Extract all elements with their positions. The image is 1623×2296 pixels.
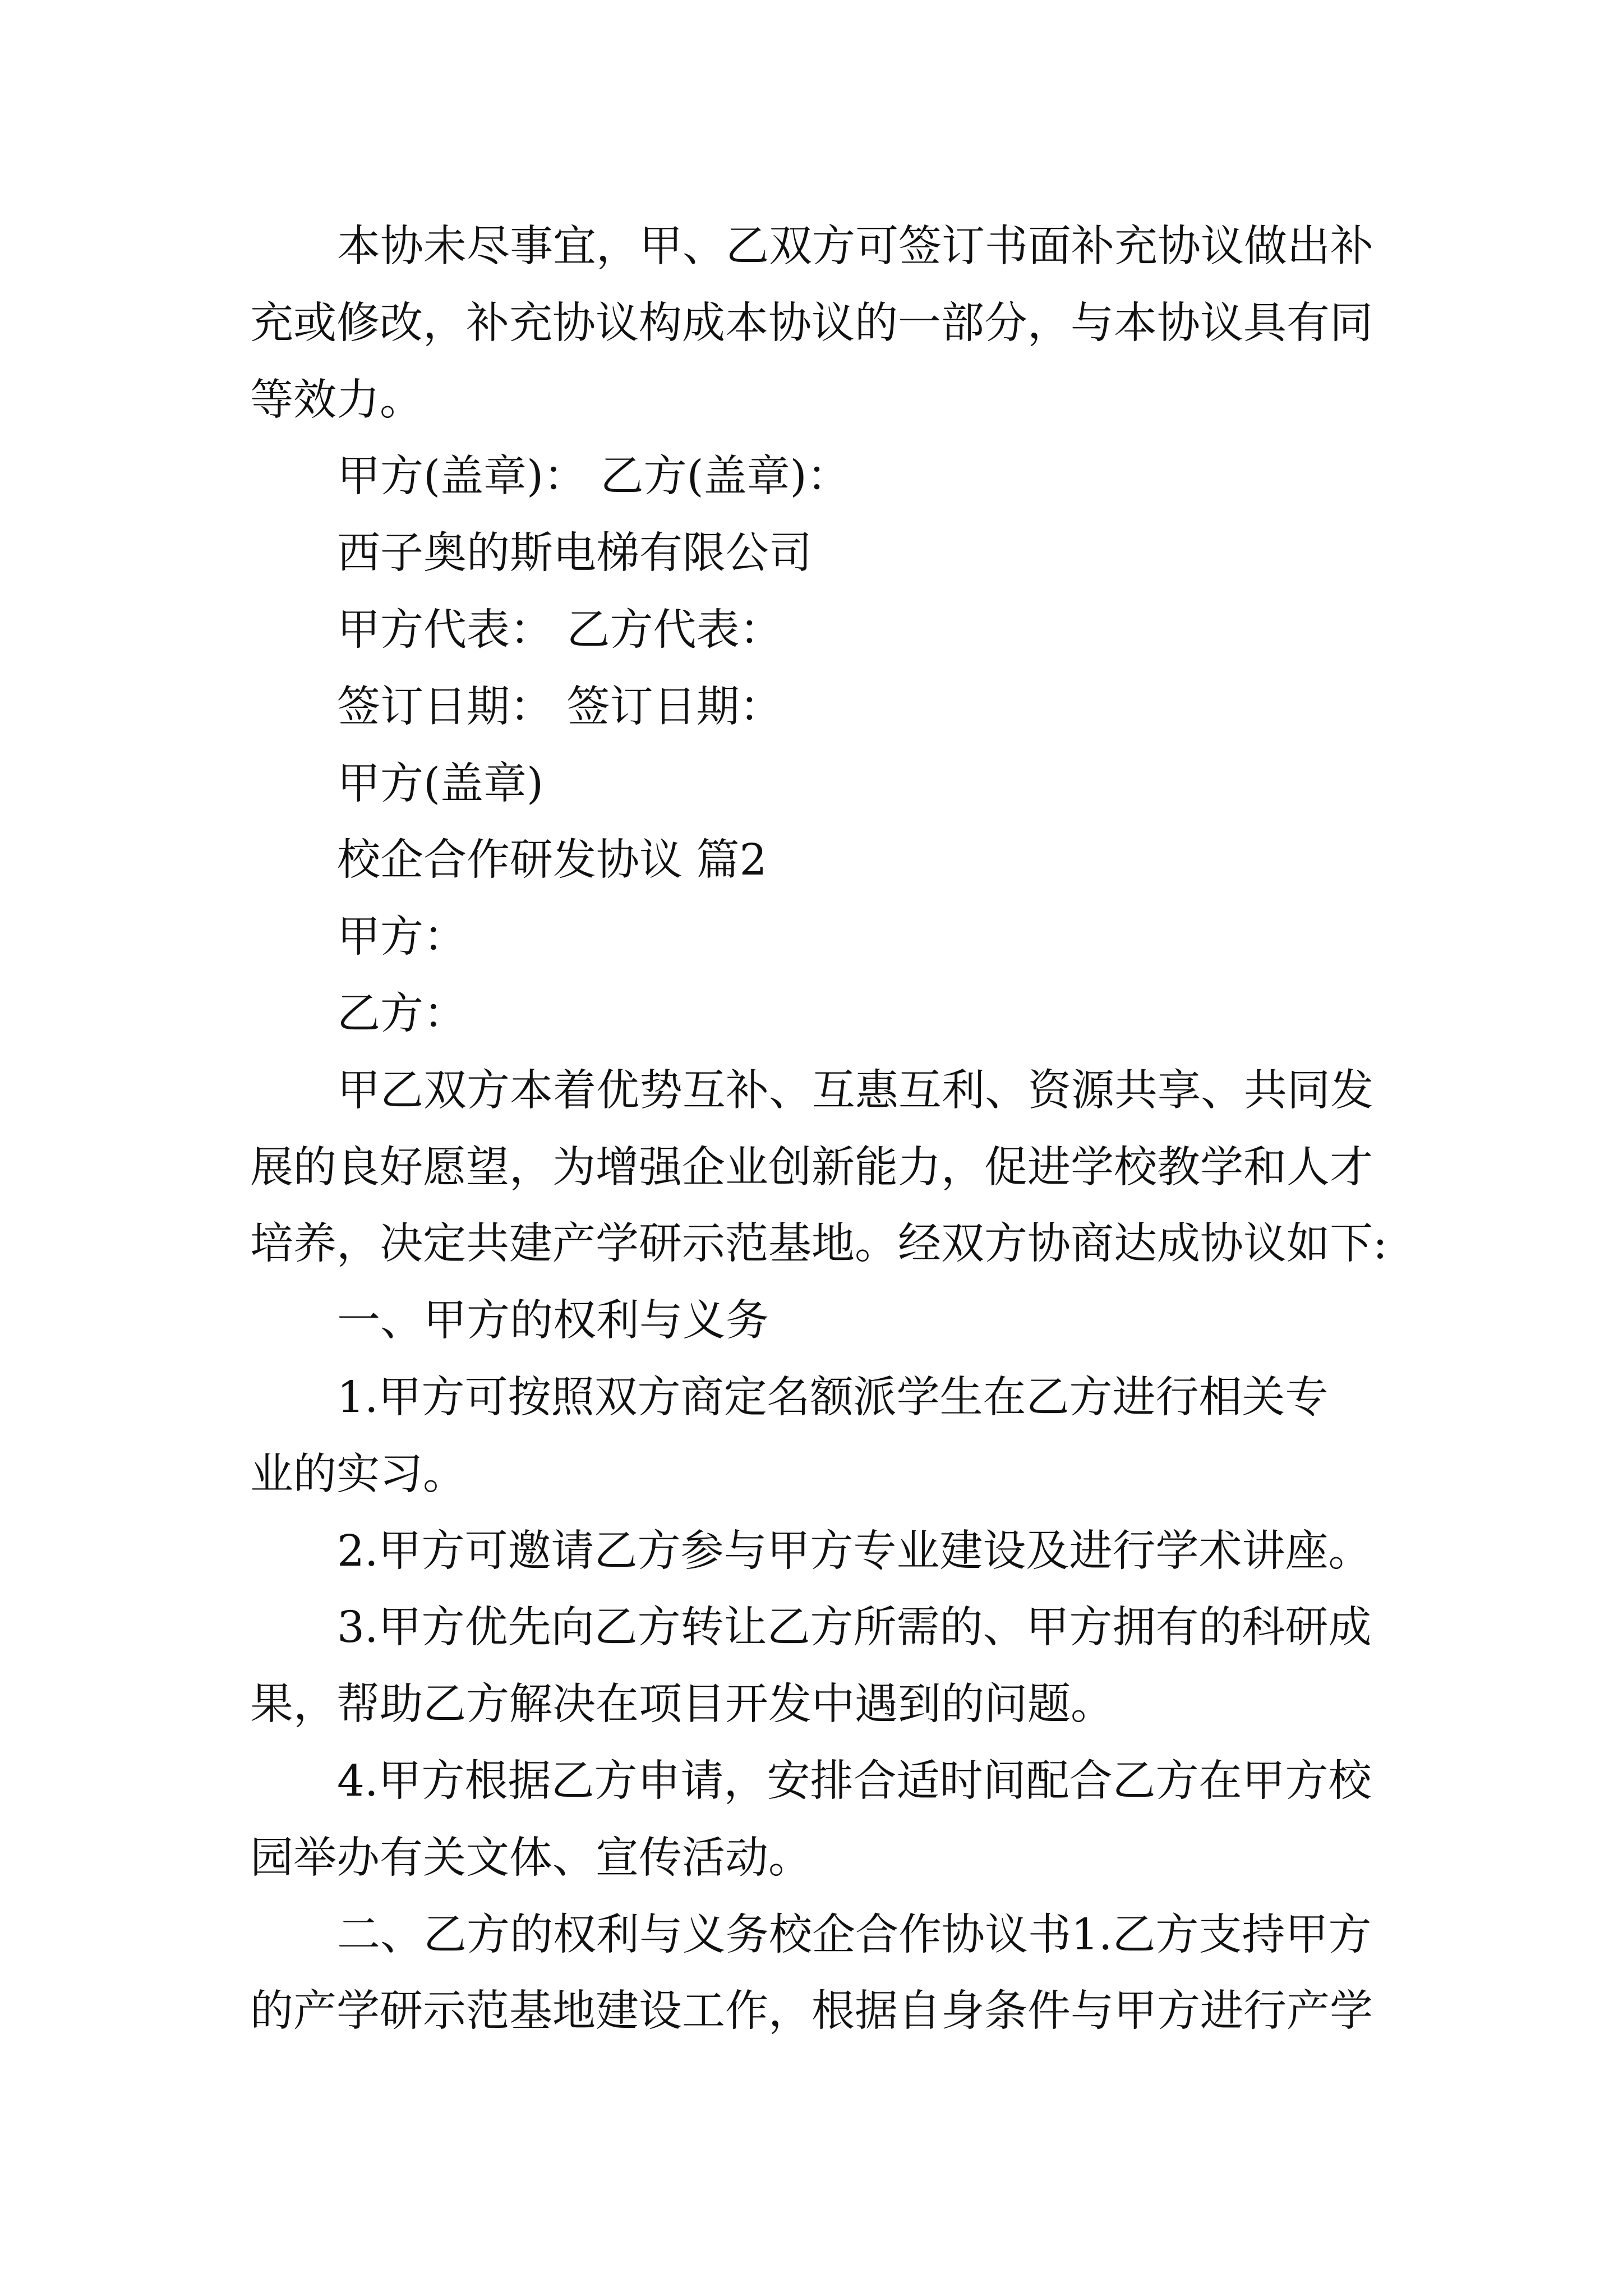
clause-1 <box>250 1360 1428 1513</box>
text-line: 1.甲方可按照双方商定名额派学生在乙方进行相关专 <box>337 1372 1329 1423</box>
text-line: 展的良好愿望，为增强企业创新能力，促进学校教学和人才 <box>250 1142 1373 1193</box>
heading-party-b-rights <box>250 1897 1428 2051</box>
text-line: 3.甲方优先向乙方转让乙方所需的、甲方拥有的科研成 <box>337 1603 1372 1653</box>
text-line: 甲方(盖章) <box>337 758 544 809</box>
document-body <box>250 209 1428 2050</box>
text-line: 签订日期： 签订日期： <box>337 682 783 732</box>
text-line: 4.甲方根据乙方申请，安排合适时间配合乙方在甲方校 <box>337 1756 1372 1806</box>
clause-4 <box>250 1743 1428 1897</box>
text-line: 甲方： <box>337 912 467 963</box>
text-line: 本协未尽事宜，甲、乙双方可签订书面补充协议做出补 <box>337 222 1373 272</box>
paragraph-representatives <box>250 592 1428 669</box>
text-line: 等效力。 <box>250 375 423 425</box>
text-line: 的产学研示范基地建设工作，根据自身条件与甲方进行产学 <box>250 1986 1373 2037</box>
paragraph-party-a <box>250 899 1428 976</box>
paragraph-party-a-seal <box>250 746 1428 823</box>
text-line: 果，帮助乙方解决在项目开发中遇到的问题。 <box>250 1680 1114 1730</box>
text-line: 二、乙方的权利与义务校企合作协议书1.乙方支持甲方 <box>337 1910 1372 1960</box>
paragraph-party-b <box>250 976 1428 1053</box>
text-line: 充或修改，补充协议构成本协议的一部分，与本协议具有同 <box>250 298 1373 348</box>
clause-2 <box>250 1513 1428 1590</box>
paragraph-company-name <box>250 516 1428 592</box>
text-line: 校企合作研发协议 篇2 <box>337 835 767 886</box>
paragraph-sign-dates <box>250 669 1428 746</box>
paragraph-seal-line <box>250 439 1428 516</box>
text-line: 一、甲方的权利与义务 <box>337 1296 769 1346</box>
paragraph-supplementary-terms <box>250 209 1428 439</box>
text-line: 甲方代表： 乙方代表： <box>337 605 783 655</box>
clause-3 <box>250 1590 1428 1743</box>
section-title <box>250 822 1428 899</box>
text-line: 园举办有关文体、宣传活动。 <box>250 1833 811 1883</box>
text-line: 培养，决定共建产学研示范基地。经双方协商达成协议如下: <box>250 1219 1387 1269</box>
text-line: 西子奥的斯电梯有限公司 <box>337 528 812 579</box>
text-line: 乙方： <box>337 988 467 1039</box>
text-line: 业的实习。 <box>250 1449 466 1499</box>
heading-party-a-rights <box>250 1283 1428 1360</box>
paragraph-preamble <box>250 1053 1428 1283</box>
text-line: 2.甲方可邀请乙方参与甲方专业建设及进行学术讲座。 <box>337 1526 1372 1576</box>
text-line: 甲方(盖章)： 乙方(盖章)： <box>337 452 850 502</box>
text-line: 甲乙双方本着优势互补、互惠互利、资源共享、共同发 <box>337 1065 1373 1116</box>
